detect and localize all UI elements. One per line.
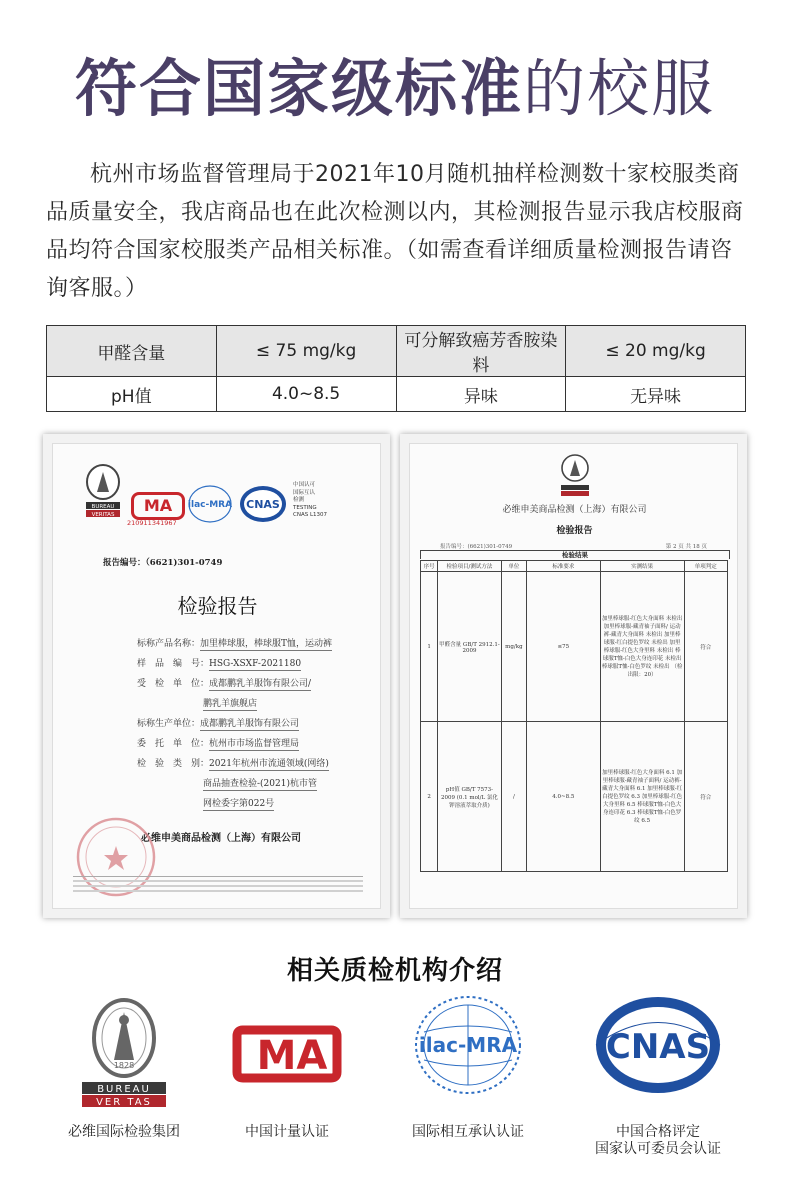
org-ilac-mra xyxy=(378,990,558,1180)
org-bureau-veritas xyxy=(34,990,214,1180)
table-cell: 2 xyxy=(421,722,438,872)
table-cell: ≤75 xyxy=(527,572,601,722)
cnas-side-line: CNAS L1307 xyxy=(293,512,328,518)
org-cnas xyxy=(568,990,748,1180)
svg-text:ilac-MRA: ilac-MRA xyxy=(418,1033,518,1057)
company-name: 必维申美商品检测（上海）有限公司 xyxy=(502,505,647,515)
org-caption: 国际相互承认认证 xyxy=(412,1124,524,1140)
org-caption xyxy=(568,1124,748,1158)
table-cell: mg/kg xyxy=(501,572,526,722)
table-row xyxy=(47,326,746,377)
svg-text:VER TAS: VER TAS xyxy=(96,1097,152,1108)
title-bold: 符合国家级标准 xyxy=(74,52,523,125)
cnas-logo xyxy=(238,484,288,524)
org-caption-line: 国家认可委员会认证 xyxy=(595,1141,721,1157)
table-cell: 甲醛含量 xyxy=(47,326,217,377)
ilac-mra-logo xyxy=(187,484,233,524)
cnas-side-line: 检测 xyxy=(293,497,305,503)
svg-text:1828: 1828 xyxy=(113,1061,135,1070)
spec-table xyxy=(46,325,746,412)
table-cell: pH值 xyxy=(47,377,217,412)
issuer-name: 必维申美商品检测（上海）有限公司 xyxy=(141,833,301,844)
table-cell: / xyxy=(501,722,526,872)
results-table xyxy=(420,560,728,872)
cma-logo xyxy=(197,990,377,1110)
page-indicator: 第 2 页 共 18 页 xyxy=(665,544,707,550)
field-manufacturer: 标称生产单位：成都鹏乳羊服饰有限公司 xyxy=(137,719,300,729)
table-cell: 甲醛含量 GB/T 2912.1-2009 xyxy=(438,572,502,722)
svg-text:CNAS: CNAS xyxy=(605,1027,711,1067)
field-inspected-unit: 受 检 单 位：成都鹏乳羊服饰有限公司/ xyxy=(137,679,312,689)
field-category: 检 验 类 别：2021年杭州市流通领域(网络) xyxy=(137,759,329,769)
field-category-3: 网检委字第022号 xyxy=(203,799,275,809)
table-cell: 异味 xyxy=(396,377,566,412)
results-title: 检验结果 xyxy=(420,550,730,559)
field-inspected-unit-2: 鹏乳羊旗舰店 xyxy=(203,699,258,709)
table-row xyxy=(421,572,728,722)
bv-text-top: BUREAU xyxy=(91,504,115,510)
svg-text:BUREAU: BUREAU xyxy=(97,1084,151,1095)
field-sample-no: 样 品 编 号：HSG-XSXF-2021180 xyxy=(137,659,302,669)
table-cell: 4.0~8.5 xyxy=(527,722,601,872)
cma-number: 210911341967 xyxy=(127,519,177,527)
table-cell: 加里棒球服-红色大身面料 6.1 加里棒球服-藏青袖子面料/ 运动裤-藏青大身面料 6.1 加里棒球服-红白提色罗纹 6.3 加里棒球服-红色大身里料 6.5 棒球服T恤-白色大身连印花 6.3 棒球服T恤-白色罗纹 6.5 xyxy=(600,722,684,872)
field-category-2: 商品抽查检验-(2021)杭市管 xyxy=(203,779,317,789)
svg-text:CNAS: CNAS xyxy=(246,498,280,511)
cnas-side-text xyxy=(293,482,327,520)
table-cell: 符合 xyxy=(684,722,727,872)
report-number: 报告编号：（6621)301-0749 xyxy=(103,558,223,568)
table-cell: ≤ 20 mg/kg xyxy=(566,326,746,377)
bv-text-bottom: VERITAS xyxy=(91,512,115,518)
table-cell: 4.0~8.5 xyxy=(216,377,396,412)
column-header: 实测结果 xyxy=(600,561,684,572)
table-cell: 无异味 xyxy=(566,377,746,412)
certificate-cover-image xyxy=(43,434,390,918)
report-title: 检验报告 xyxy=(556,526,593,536)
report-number: 报告编号：(6621)301-0749 xyxy=(440,544,513,550)
certificate-results-image xyxy=(400,434,747,918)
org-caption: 中国计量认证 xyxy=(245,1124,329,1140)
page-title xyxy=(0,48,790,130)
intro-paragraph: 杭州市场监督管理局于2021年10月随机抽样检测数十家校服类商品质量安全，我店商品也在此次检测以内，其检测报告显示我店校服商品均符合国家校服类产品相关标准。（如需查看详细质量检测报告请咨询客服。） xyxy=(46,162,744,301)
footer-fineprint xyxy=(73,876,363,893)
column-header: 标准要求 xyxy=(527,561,601,572)
bureau-veritas-logo xyxy=(34,990,214,1110)
column-header: 单位 xyxy=(501,561,526,572)
certificate-paper xyxy=(409,443,738,909)
table-cell: 加里棒球服-红色大身面料 未检出 加里棒球服-藏青袖子面料/ 运动裤-藏青大身面料 未检出 加里棒球服-红白提色罗纹 未检出 加里棒球服-红色大身里料 未检出 棒球服T恤-白色大身连印花 未检出 棒球服T恤-白色罗纹 未检出 （检出限：20） xyxy=(600,572,684,722)
table-row xyxy=(421,722,728,872)
column-header: 检验项目/测试方法 xyxy=(438,561,502,572)
cnas-side-line: 中国认可 xyxy=(293,482,316,488)
svg-text:ilac-MRA: ilac-MRA xyxy=(187,500,233,510)
table-cell: pH值 GB/T 7573-2009 (0.1 mol/L 氯化钾溶液萃取介质) xyxy=(438,722,502,872)
svg-text:MA: MA xyxy=(256,1033,328,1079)
section-title: 相关质检机构介绍 xyxy=(286,956,503,986)
column-header: 单项判定 xyxy=(684,561,727,572)
title-light: 的校服 xyxy=(523,52,716,125)
org-caption-line: 中国合格评定 xyxy=(616,1124,700,1140)
ilac-mra-logo xyxy=(378,990,558,1110)
table-cell: 可分解致癌芳香胺染料 xyxy=(396,326,566,377)
column-header: 序号 xyxy=(421,561,438,572)
cnas-side-line: 国际互认 xyxy=(293,489,316,496)
bureau-veritas-logo xyxy=(560,454,590,498)
table-header-row xyxy=(421,561,728,572)
field-product: 标称产品名称：加里棒球服，棒球服T恤，运动裤 xyxy=(137,639,333,649)
table-cell: 1 xyxy=(421,572,438,722)
bureau-veritas-logo xyxy=(85,464,121,518)
table-row xyxy=(47,377,746,412)
cnas-logo xyxy=(568,990,748,1110)
table-cell: ≤ 75 mg/kg xyxy=(216,326,396,377)
org-cma xyxy=(197,990,377,1180)
cma-logo: MA xyxy=(131,492,185,520)
table-cell: 符合 xyxy=(684,572,727,722)
report-title: 检验报告 xyxy=(177,594,258,618)
certificate-paper xyxy=(52,443,381,909)
org-caption: 必维国际检验集团 xyxy=(68,1124,180,1140)
cnas-side-line: TESTING xyxy=(293,504,317,511)
field-client: 委 托 单 位：杭州市市场监督管理局 xyxy=(137,739,300,749)
